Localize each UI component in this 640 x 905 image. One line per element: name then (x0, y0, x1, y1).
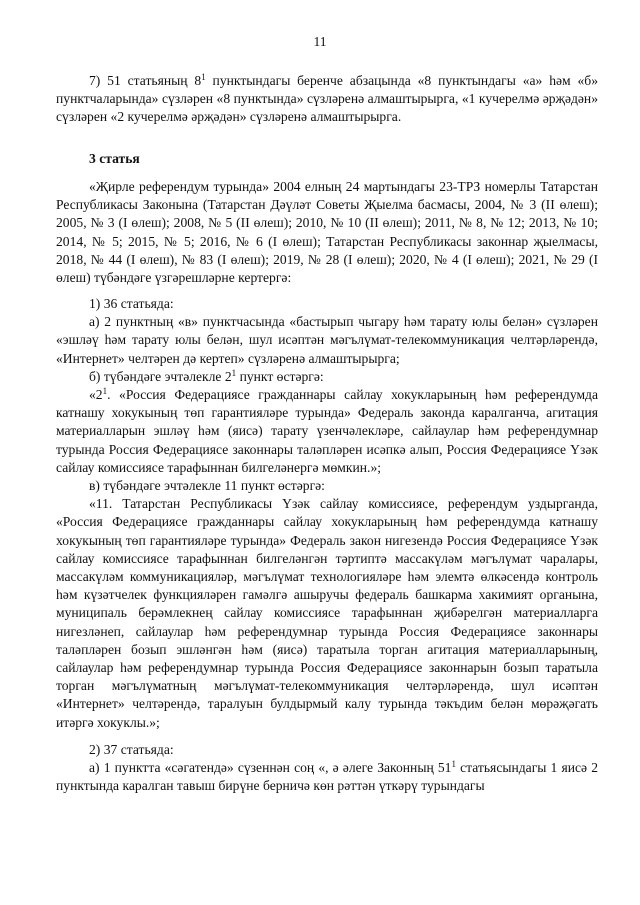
art37-a-text-a: а) 1 пунктта «сәгатендә» сүзеннән соң «, ә әлеге Законның 51 (89, 760, 452, 776)
clause-7-text-a: 7) 51 статьяның 8 (89, 73, 202, 88)
page-number: 11 (313, 34, 327, 49)
item-b-text-b: пункт өстәргә: (236, 368, 324, 384)
quote-2-1-text-b: . «Россия Федерациясе гражданнары сайлау хокукларының һәм референдумда катнашу хокукының төп гарантияләре турында» Федераль законда каралганча, агитация материалларын эшләү һәм (яисә) тарату үзенчәлекләре, сайлаулар һәм референдумнар турында Россия Федерациясе законнары таләпләрен исәпкә алып, Россия Федерациясе Үзәк сайлау комиссиясе тарафыннан билгеләнергә мөмкин.»; (56, 387, 598, 475)
article-36-item-b (56, 368, 598, 386)
article-36-item-a: а) 2 пунктның «в» пунктчасында «бастырып чыгару һәм тарату юлы белән» сүзләрен «эшләү һәм тарату юлы белән, шул исәптән мәгълүмат-телекоммуникация челтәрләрендә, «Интернет» челтәрен дә кертеп» сүзләренә алмаштырырга; (56, 314, 598, 366)
clause-7 (56, 72, 598, 127)
art37-a-text-b: статьясындагы 1 яисә 2 пунктында каралган тавыш бирүне берничә көн рәттән үткәрү турындагы (56, 760, 598, 794)
item-b-text-a: б) түбәндәге эчтәлекле 2 (89, 368, 232, 384)
article-36-quote-11: «11. Татарстан Республикасы Үзәк сайлау комиссиясе, референдум уздырганда, «Россия Федерациясе гражданнары сайлау хокукларының һәм референдумда катнашу хокукының төп гарантияләре турында» Федераль закон нигезендә Россия Федерациясе Үзәк сайлау комиссиясе тарафыннан билгеләнгән тәртиптә массакүләм мәгълүмат чаралары, массакүләм коммуникацияләр, мәгълүмат технологияләре һәм элемтә өлкәсендә контроль һәм күзәтчелек функцияләрен гамәлгә ашыручы федераль башкарма хакимият органына, муниципаль берәмлекнең сайлау комиссиясе тарафыннан җибәрелгән материалларга нигезләнеп, сайлаулар һәм референдумнар турында Россия Федерациясе законнары таләпләрен бозып эшләнгән һәм (яисә) таратыла торган агитация материалларының, сайлаулар һәм референдумнар турында Россия Федерациясе законнарын бозып таратыла торган мәгълүматның мәгълүмат-телекоммуникация челтәрләрендә, шул исәптән «Интернет» челтәрендә, таралуын булдырмый калу турында тәкъдим белән мөрәҗәгать итәргә хокуклы.»; (56, 496, 598, 730)
article-36-title: 1) 36 статьяда: (89, 296, 174, 311)
article-36-item-c: в) түбәндәге эчтәлекле 11 пункт өстәргә: (89, 478, 325, 494)
quote-2-1-sup: 1 (102, 386, 108, 397)
clause-7-sup: 1 (201, 72, 206, 82)
article-36-block (56, 295, 598, 732)
clause-7-text (56, 72, 598, 127)
intro-block (56, 178, 598, 287)
article-heading-block (56, 150, 598, 168)
item-b-sup: 1 (231, 367, 237, 378)
art37-a-sup: 1 (451, 759, 456, 770)
quote-2-1-text-a: «2 (89, 387, 103, 403)
article-37-block (56, 741, 598, 796)
clause-7-text-b: пунктындагы беренче абзацында «8 пунктындагы «а» һәм «б» пунктчаларында» сүзләрен «8 пунктында» сүзләренә алмаштырырга, «1 кучерелмә әрҗәдән» сүзләрен «2 кучерелмә әрҗәдән» сүзләренә алмаштырырга. (56, 73, 598, 125)
intro-paragraph: «Җирле референдум турында» 2004 елның 24 мартындагы 23-ТРЗ номерлы Татарстан Республикасы Законына (Татарстан Дәүләт Советы Җыелма басмасы, 2004, № 3 (II өлеш); 2005, № 3 (I өлеш); 2008, № 5 (II өлеш); 2010, № 10 (II өлеш); 2011, № 8, № 12; 2013, № 10; 2014, № 5; 2015, № 5; 2016, № 6 (I өлеш); Татарстан Республикасы законнар җыелмасы, 2018, № 44 (I өлеш), № 83 (I өлеш); 2019, № 28 (I өлеш); 2020, № 4 (I өлеш); 2021, № 29 (I өлеш) түбәндәге үзгәрешләрне кертергә: (56, 179, 598, 286)
article-37-item-a (56, 759, 598, 795)
article-36-quote-2-1 (56, 386, 598, 477)
article-37-title: 2) 37 статьяда: (89, 742, 174, 757)
article-heading: 3 статья (89, 151, 140, 166)
